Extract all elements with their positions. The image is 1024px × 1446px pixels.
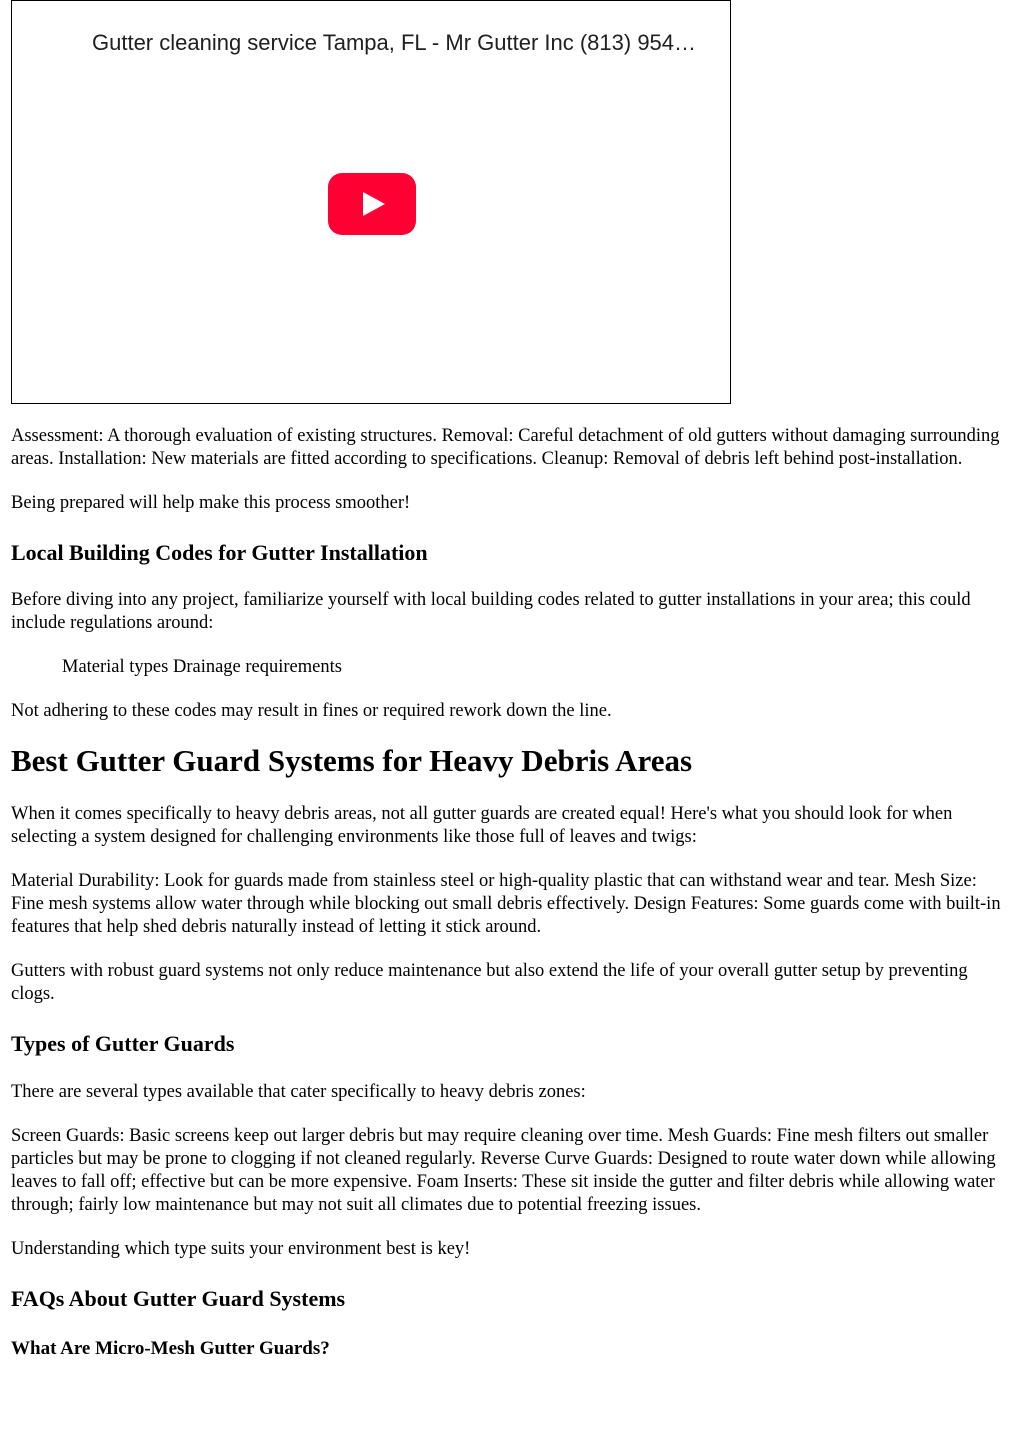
micro-mesh-heading: What Are Micro-Mesh Gutter Guards?: [11, 1338, 330, 1359]
types-list-paragraph: Screen Guards: Basic screens keep out larger debris but may require cleaning over time. Mesh Guards: Fine mesh filters out smaller particles but may be prone to clogging if not cleaned regularly. Reverse Curve Guards: Designed to route water down while allowing leaves to fall off; effective but can be more expensive. Foam Inserts: These sit inside the gutter and filter debris while allowing water through; fairly low maintenance but may not suit all climates due to potential freezing issues.: [11, 1126, 996, 1215]
assessment-paragraph: Assessment: A thorough evaluation of existing structures. Removal: Careful detachment of old gutters without damaging surrounding areas. Installation: New materials are fitted according to specifications. Cleanup: Removal of debris left behind post-installation.: [11, 426, 1000, 469]
play-button[interactable]: [328, 173, 416, 235]
video-title[interactable]: Gutter cleaning service Tampa, FL - Mr Gutter Inc (813) 954…: [92, 30, 697, 55]
article-content: [11, 0, 1013, 1360]
codes-intro-paragraph: Before diving into any project, familiarize yourself with local building codes related to gutter installations in your area; this could include regulations around:: [11, 590, 971, 633]
heavy-list-paragraph: Material Durability: Look for guards made from stainless steel or high-quality plastic that can withstand wear and tear. Mesh Size: Fine mesh systems allow water through while blocking out small debris effectively. Design Features: Some guards come with built-in features that help shed debris naturally instead of letting it stick around.: [11, 871, 1001, 937]
heavy-intro-paragraph: When it comes specifically to heavy debris areas, not all gutter guards are created equal! Here's what you should look for when selecting a system designed for challenging environments like those full of leaves and twigs:: [11, 804, 953, 847]
types-heading: Types of Gutter Guards: [11, 1031, 235, 1056]
play-icon: [363, 192, 385, 216]
types-intro-paragraph: There are several types available that cater specifically to heavy debris zones:: [11, 1082, 586, 1102]
local-codes-heading: Local Building Codes for Gutter Installation: [11, 540, 428, 565]
prepared-paragraph: Being prepared will help make this process smoother!: [11, 493, 411, 513]
video-embed[interactable]: [11, 0, 731, 404]
types-outro-paragraph: Understanding which type suits your environment best is key!: [11, 1239, 471, 1259]
codes-warning-paragraph: Not adhering to these codes may result in fines or required rework down the line.: [11, 701, 612, 721]
codes-list: Material types Drainage requirements: [62, 657, 342, 677]
heavy-outro-paragraph: Gutters with robust guard systems not only reduce maintenance but also extend the life of your overall gutter setup by preventing clogs.: [11, 961, 968, 1004]
best-guards-heading: Best Gutter Guard Systems for Heavy Debris Areas: [11, 743, 693, 778]
faqs-heading: FAQs About Gutter Guard Systems: [11, 1286, 346, 1311]
